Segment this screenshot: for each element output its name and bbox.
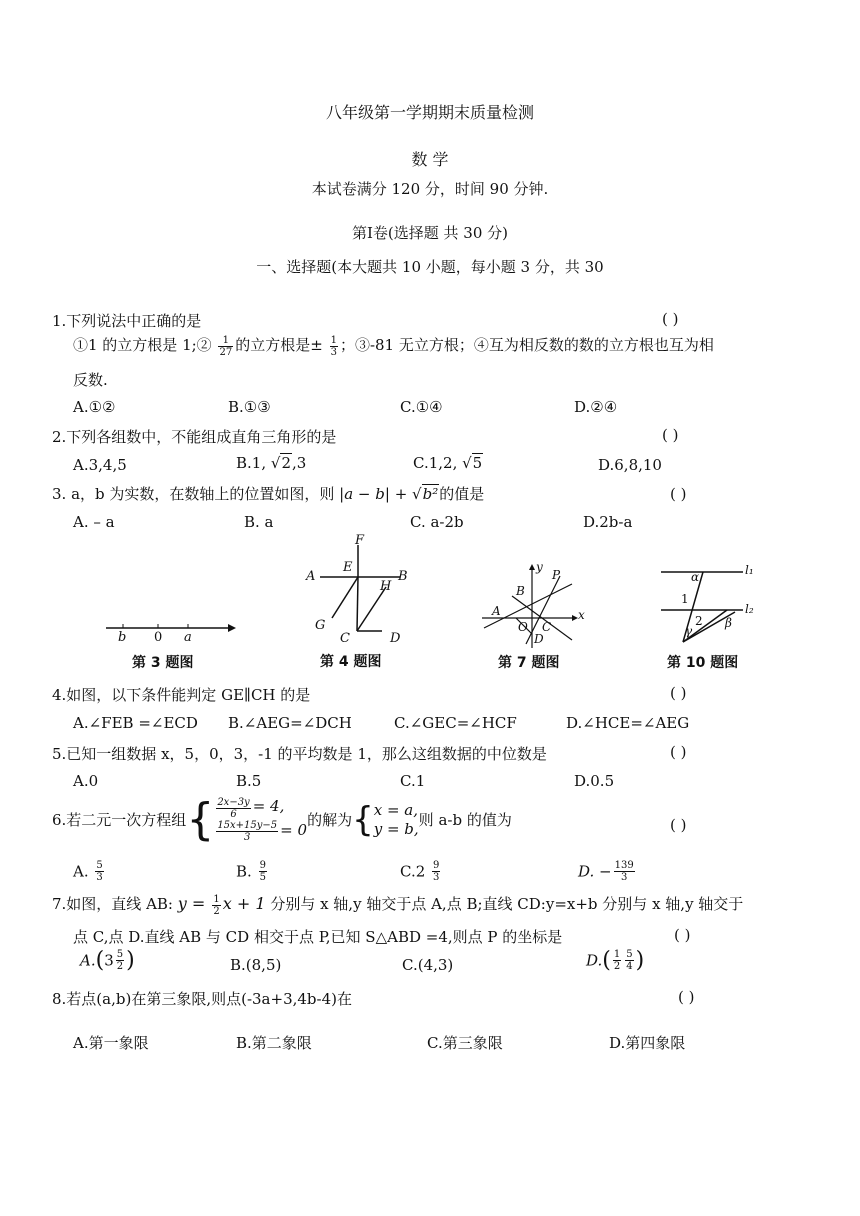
line-ec bbox=[357, 577, 358, 631]
q5-stem: 5.已知一组数据 x，5，0，3，-1 的平均数是 1，那么这组数据的中位数是 bbox=[52, 745, 547, 763]
fraction bbox=[116, 949, 124, 972]
q6-stem-pre: 6.若二元一次方程组 bbox=[52, 811, 187, 829]
q6-eq1 bbox=[214, 796, 307, 820]
label-a: A bbox=[306, 569, 316, 584]
frac-den: 4 bbox=[626, 961, 633, 972]
q8-option-a[interactable]: A.第一象限 bbox=[73, 1034, 149, 1052]
q1-option-a[interactable]: A.①② bbox=[73, 398, 116, 416]
exam-title: 八年级第一学期期末质量检测 bbox=[325, 103, 534, 122]
y-arrow bbox=[529, 564, 535, 570]
q6-eq1-fraction bbox=[216, 797, 250, 820]
fraction-2 bbox=[625, 949, 633, 972]
label-x: x bbox=[578, 608, 585, 622]
label-alpha: α bbox=[691, 570, 700, 584]
frac-num: 9 bbox=[259, 860, 266, 871]
frac-num: 139 bbox=[614, 860, 634, 871]
q4-option-a[interactable]: A.∠FEB =∠ECD bbox=[73, 714, 198, 732]
q6-answer-paren: ( ) bbox=[670, 816, 687, 834]
q4-option-c[interactable]: C.∠GEC=∠HCF bbox=[394, 714, 517, 732]
frac-num: 5 bbox=[96, 860, 103, 871]
q6-eq2-fraction bbox=[216, 820, 278, 843]
label-l2: l₂ bbox=[745, 602, 754, 616]
int-part: 3 bbox=[104, 951, 114, 970]
label-c: C bbox=[340, 631, 350, 646]
q1-line3: 反数. bbox=[73, 371, 108, 389]
right-paren: ) bbox=[635, 948, 645, 973]
q1-text-a: ①1 的立方根是 1;② bbox=[73, 336, 212, 354]
label-f: F bbox=[355, 533, 365, 548]
frac-den: 2 bbox=[116, 961, 124, 972]
frac-den: 2 bbox=[213, 905, 220, 917]
frac-den: 5 bbox=[259, 872, 266, 883]
label-a: a bbox=[184, 630, 192, 645]
q6-solution-brace: { bbox=[352, 799, 374, 840]
label-d: D bbox=[390, 631, 401, 646]
fraction bbox=[259, 860, 267, 883]
left-paren: ( bbox=[602, 948, 611, 973]
q6-option-a[interactable] bbox=[73, 860, 106, 883]
figure-10-svg bbox=[655, 562, 780, 652]
q6-eq2 bbox=[214, 820, 307, 844]
q1-fraction-1-27 bbox=[218, 335, 233, 358]
figure-10-caption: 第 10 题图 bbox=[667, 655, 739, 671]
q6-solution bbox=[374, 801, 419, 839]
q6-eq2-rhs: = 0 bbox=[280, 820, 308, 839]
label-0: 0 bbox=[154, 630, 163, 645]
opt-prefix: D. − bbox=[578, 862, 612, 881]
q7-option-a[interactable] bbox=[80, 948, 135, 973]
frac-den: 2 bbox=[613, 961, 621, 972]
frac-den: 3 bbox=[96, 872, 103, 883]
right-paren: ) bbox=[126, 948, 135, 973]
q6-left-brace: { bbox=[186, 793, 215, 845]
q1-option-b[interactable]: B.①③ bbox=[228, 398, 271, 416]
q7-line2: 点 C,点 D.直线 AB 与 CD 相交于点 P,已知 S△ABD =4,则点 P 的坐标是 bbox=[73, 928, 563, 946]
q7-option-b[interactable]: B.(8,5) bbox=[230, 956, 282, 974]
q5-option-c[interactable]: C.1 bbox=[400, 772, 426, 790]
q1-fraction-1-3 bbox=[330, 335, 338, 358]
q6-equation-system bbox=[214, 796, 307, 843]
frac-num: 1 bbox=[218, 335, 233, 347]
frac-den: 3 bbox=[244, 832, 251, 843]
q1-text-c: ；③-81 无立方根；④互为相反数的数的立方根也互为相 bbox=[339, 336, 714, 354]
q6-eq1-rhs: = 4, bbox=[252, 797, 285, 815]
q2-answer-paren: ( ) bbox=[662, 426, 679, 444]
sqrt-b-squared: √b² bbox=[412, 485, 439, 503]
frac-num: 9 bbox=[433, 860, 440, 871]
q3-abs-expr: |a − b| + bbox=[339, 485, 413, 503]
sqrt-2: √2 bbox=[270, 454, 291, 472]
q3-option-c[interactable]: C. a-2b bbox=[410, 513, 464, 531]
q8-answer-paren: ( ) bbox=[678, 988, 695, 1006]
q2-option-d[interactable]: D.6,8,10 bbox=[598, 456, 662, 474]
opt-prefix: C.2 bbox=[400, 862, 431, 881]
label-beta: β bbox=[725, 616, 732, 630]
label-2: 2 bbox=[695, 614, 703, 628]
line-eg bbox=[332, 577, 358, 618]
figure-7 bbox=[480, 560, 590, 673]
q8-option-c[interactable]: C.第三象限 bbox=[427, 1034, 503, 1052]
radicand: 5 bbox=[472, 454, 483, 472]
frac-den: 6 bbox=[230, 808, 237, 820]
fraction-1 bbox=[613, 949, 621, 972]
q7-stem-post: 分别与 x 轴,y 轴交于点 A,点 B;直线 CD:y=x+b 分别与 x 轴,y 轴交于 bbox=[265, 895, 744, 913]
q4-stem: 4.如图，以下条件能判定 GE∥CH 的是 bbox=[52, 686, 311, 704]
q3-option-a[interactable]: A. – a bbox=[73, 513, 115, 531]
q7-stem-pre: 7.如图，直线 AB: bbox=[52, 895, 178, 913]
q4-option-b[interactable]: B.∠AEG=∠DCH bbox=[228, 714, 352, 732]
q6-stem-post: 则 a-b 的值为 bbox=[418, 811, 512, 829]
section-title: 一、选择题(本大题共 10 小题，每小题 3 分，共 30 bbox=[256, 258, 604, 276]
q5-option-a[interactable]: A.0 bbox=[73, 772, 99, 790]
q7-eq-y: y = bbox=[177, 894, 211, 913]
radicand: 2 bbox=[281, 454, 291, 472]
q6-mid: 的解为 bbox=[307, 811, 353, 829]
q7-stem bbox=[52, 893, 743, 917]
q1-text-b: 的立方根是± bbox=[235, 336, 323, 354]
q6-option-d[interactable] bbox=[578, 860, 637, 883]
q7-option-c[interactable]: C.(4,3) bbox=[402, 956, 454, 974]
q1-answer-paren: ( ) bbox=[662, 310, 679, 328]
q2-option-a[interactable]: A.3,4,5 bbox=[73, 456, 127, 474]
q3-stem-post: 的值是 bbox=[439, 485, 485, 503]
q8-stem: 8.若点(a,b)在第三象限,则点(-3a+3,4b-4)在 bbox=[52, 990, 352, 1008]
frac-num: 1 bbox=[330, 334, 337, 346]
label-b: b bbox=[118, 630, 127, 645]
subject-title: 数 学 bbox=[411, 150, 449, 169]
q1-option-c[interactable]: C.①④ bbox=[400, 398, 443, 416]
opt-prefix: B. bbox=[236, 862, 257, 881]
q7-answer-paren: ( ) bbox=[674, 926, 691, 944]
q3-stem bbox=[52, 483, 484, 504]
figure-10 bbox=[655, 562, 780, 673]
sqrt-5: √5 bbox=[462, 454, 483, 472]
figure-4 bbox=[300, 533, 420, 673]
label-a: A bbox=[492, 604, 501, 618]
label-y: y bbox=[536, 560, 543, 574]
label-c: C bbox=[542, 620, 552, 634]
q6-option-c[interactable] bbox=[400, 860, 442, 883]
frac-num: 1 bbox=[613, 949, 621, 960]
label-p: P bbox=[552, 568, 561, 582]
q3-option-d[interactable]: D.2b-a bbox=[583, 513, 633, 531]
label-gamma: γ bbox=[685, 624, 693, 638]
fraction bbox=[95, 860, 103, 883]
q2-option-b[interactable] bbox=[236, 454, 306, 472]
q3-stem-pre: 3. a，b 为实数，在数轴上的位置如图，则 bbox=[52, 485, 340, 503]
label-b: B bbox=[516, 584, 525, 598]
opt-prefix: A. bbox=[80, 951, 96, 970]
figure-3-number-line bbox=[100, 612, 240, 672]
q8-option-d[interactable]: D.第四象限 bbox=[609, 1034, 686, 1052]
q3-answer-paren: ( ) bbox=[670, 485, 687, 503]
q7-option-d[interactable] bbox=[586, 948, 644, 973]
q1-statements bbox=[73, 334, 714, 358]
label-g: G bbox=[315, 618, 326, 633]
fraction bbox=[432, 860, 440, 883]
q2-stem: 2.下列各组数中，不能组成直角三角形的是 bbox=[52, 428, 337, 446]
figure-3-caption: 第 3 题图 bbox=[132, 655, 194, 671]
q6-sol-y: y = b, bbox=[373, 819, 419, 838]
frac-den: 27 bbox=[219, 346, 233, 358]
q6-stem bbox=[52, 793, 512, 860]
frac-num: 15x+15y−5 bbox=[217, 820, 278, 831]
q2-c-pre: C.1,2, bbox=[413, 454, 463, 472]
axis-arrow bbox=[228, 624, 236, 632]
frac-den: 3 bbox=[433, 872, 440, 883]
q6-option-b[interactable] bbox=[236, 860, 269, 883]
q7-eq-fraction bbox=[212, 894, 220, 917]
frac-den: 3 bbox=[330, 346, 337, 358]
frac-num: 2x−3y bbox=[217, 796, 250, 808]
q6-sol-x: x = a, bbox=[373, 800, 418, 819]
frac-num: 5 bbox=[626, 949, 633, 960]
q2-b-pre: B.1, bbox=[236, 454, 271, 472]
frac-num: 5 bbox=[116, 949, 124, 960]
q1-option-d[interactable]: D.②④ bbox=[574, 398, 618, 416]
label-h: H bbox=[380, 579, 392, 594]
label-o: O bbox=[518, 620, 528, 634]
fraction bbox=[614, 860, 635, 883]
label-e: E bbox=[343, 560, 353, 575]
label-d: D bbox=[534, 632, 544, 646]
q5-option-d[interactable]: D.0.5 bbox=[574, 772, 615, 790]
left-paren: ( bbox=[95, 948, 105, 973]
q3-option-b[interactable]: B. a bbox=[244, 513, 274, 531]
figure-7-caption: 第 7 题图 bbox=[498, 655, 560, 671]
part-title: 第Ⅰ卷(选择题 共 30 分) bbox=[351, 224, 509, 242]
figure-4-caption: 第 4 题图 bbox=[320, 654, 382, 670]
q1-stem: 1.下列说法中正确的是 bbox=[52, 312, 202, 330]
frac-num: 1 bbox=[213, 893, 220, 905]
frac-den: 3 bbox=[620, 872, 628, 883]
label-1: 1 bbox=[681, 592, 689, 606]
q8-option-b[interactable]: B.第二象限 bbox=[236, 1034, 312, 1052]
opt-prefix: A. bbox=[73, 862, 94, 881]
q5-answer-paren: ( ) bbox=[670, 743, 687, 761]
q2-option-c[interactable] bbox=[413, 454, 483, 472]
q4-option-d[interactable]: D.∠HCE=∠AEG bbox=[566, 714, 690, 732]
q4-answer-paren: ( ) bbox=[670, 684, 687, 702]
opt-prefix: D. bbox=[586, 951, 603, 970]
q5-option-b[interactable]: B.5 bbox=[236, 772, 262, 790]
label-b: B bbox=[398, 569, 408, 584]
q7-eq-tail: x + 1 bbox=[222, 894, 266, 913]
exam-info: 本试卷满分 120 分，时间 90 分钟. bbox=[311, 180, 549, 198]
q2-b-post: ,3 bbox=[291, 454, 307, 472]
label-l1: l₁ bbox=[745, 563, 754, 577]
radicand: b² bbox=[422, 485, 439, 503]
